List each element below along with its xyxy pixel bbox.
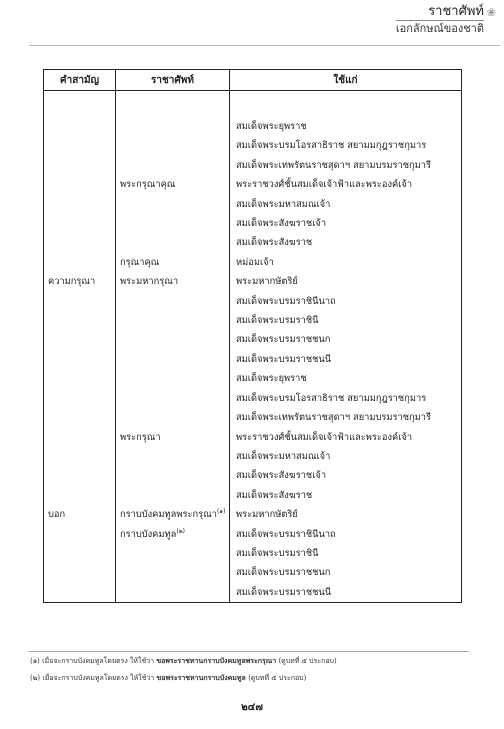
cell-common-word xyxy=(44,389,116,408)
cell-used-for: สมเด็จพระสังฆราช xyxy=(230,486,462,505)
cell-royal-word xyxy=(116,408,230,427)
header-subtitle: เอกลักษณ์ของชาติ xyxy=(395,22,484,35)
cell-common-word xyxy=(44,311,116,330)
cell-used-for: สมเด็จพระบรมราชินี xyxy=(230,311,462,330)
cell-used-for: สมเด็จพระสังฆราชเจ้า xyxy=(230,214,462,233)
footnote-divider xyxy=(29,651,469,652)
cell-royal-word xyxy=(116,583,230,603)
cell-common-word xyxy=(44,583,116,603)
cell-royal-word xyxy=(116,486,230,505)
page-number: ๒๔๗ xyxy=(241,702,263,713)
table-row xyxy=(44,214,462,233)
cell-royal-word: พระกรุณา xyxy=(116,428,230,447)
table-row xyxy=(44,466,462,485)
table-row xyxy=(44,505,462,524)
footnote-1: (๑) เมื่อจะกราบบังคมทูลโดยตรง ให้ใช้ว่า ขอพระราชทานกราบบังคมทูลพระกรุณา (ดูบทที่ ๕ ประกอบ) xyxy=(30,657,337,665)
royal-vocabulary-table xyxy=(43,69,462,603)
cell-common-word xyxy=(44,486,116,505)
cell-common-word xyxy=(44,544,116,563)
cell-royal-word xyxy=(116,350,230,369)
cell-used-for: สมเด็จพระมหาสมณเจ้า xyxy=(230,195,462,214)
column-header-common-word: คำสามัญ xyxy=(44,70,116,91)
cell-used-for: สมเด็จพระสังฆราชเจ้า xyxy=(230,466,462,485)
table-row xyxy=(44,272,462,291)
table-row xyxy=(44,311,462,330)
cell-common-word xyxy=(44,214,116,233)
table-row xyxy=(44,525,462,544)
table-row xyxy=(44,350,462,369)
cell-royal-word: กราบบังคมทูล$^{(๒)}$ xyxy=(116,525,230,544)
cell-used-for: สมเด็จพระบรมราชชนก xyxy=(230,330,462,349)
cell-royal-word: พระกรุณาคุณ xyxy=(116,175,230,194)
table-row xyxy=(44,389,462,408)
cell-common-word xyxy=(44,175,116,194)
cell-royal-word xyxy=(116,91,230,137)
cell-used-for: พระมหากษัตริย์ xyxy=(230,505,462,524)
table-row xyxy=(44,447,462,466)
cell-used-for: สมเด็จพระยุพราช xyxy=(230,369,462,388)
cell-used-for: สมเด็จพระมหาสมณเจ้า xyxy=(230,447,462,466)
footnote-marker: (๑) xyxy=(216,508,226,516)
header-emblem-icon: ❀ xyxy=(486,6,496,19)
header-title: ราชาศัพท์ xyxy=(428,4,484,19)
table-row xyxy=(44,544,462,563)
footnote-marker: (๒) xyxy=(176,527,185,535)
cell-used-for: พระราชวงศ์ชั้นสมเด็จเจ้าฟ้าและพระองค์เจ้า xyxy=(230,428,462,447)
cell-used-for: พระมหากษัตริย์ xyxy=(230,272,462,291)
cell-royal-word xyxy=(116,214,230,233)
cell-common-word xyxy=(44,350,116,369)
cell-common-word xyxy=(44,447,116,466)
cell-common-word xyxy=(44,525,116,544)
cell-royal-word: กราบบังคมทูลพระกรุณา$^{(๑)}$ xyxy=(116,505,230,524)
cell-royal-word xyxy=(116,389,230,408)
table-row xyxy=(44,369,462,388)
table-row xyxy=(44,330,462,349)
cell-royal-word xyxy=(116,156,230,175)
cell-used-for: สมเด็จพระสังฆราช xyxy=(230,233,462,252)
cell-common-word xyxy=(44,466,116,485)
cell-used-for: สมเด็จพระยุพราช xyxy=(230,91,462,137)
cell-used-for: สมเด็จพระบรมราชินี xyxy=(230,544,462,563)
table-row xyxy=(44,428,462,447)
cell-used-for: สมเด็จพระบรมโอรสาธิราช สยามมกุฎราชกุมาร xyxy=(230,136,462,155)
cell-royal-word xyxy=(116,311,230,330)
cell-common-word xyxy=(44,563,116,582)
table-row xyxy=(44,156,462,175)
cell-royal-word xyxy=(116,563,230,582)
cell-royal-word: กรุณาคุณ xyxy=(116,253,230,272)
cell-royal-word xyxy=(116,544,230,563)
footnote-2: (๒) เมื่อจะกราบบังคมทูลโดยตรง ให้ใช้ว่า ขอพระราชทานกราบบังคมทูล (ดูบทที่ ๕ ประกอบ) xyxy=(30,674,307,682)
cell-common-word xyxy=(44,91,116,137)
table-row xyxy=(44,563,462,582)
cell-common-word: ความกรุณา xyxy=(44,272,116,291)
table-row xyxy=(44,136,462,155)
cell-royal-word xyxy=(116,292,230,311)
table-row xyxy=(44,292,462,311)
cell-used-for: สมเด็จพระเทพรัตนราชสุดาฯ สยามบรมราชกุมารี xyxy=(230,156,462,175)
cell-used-for: สมเด็จพระบรมราชชนนี xyxy=(230,583,462,603)
cell-royal-word xyxy=(116,136,230,155)
table-header-row xyxy=(44,70,462,91)
cell-royal-word xyxy=(116,233,230,252)
cell-used-for: สมเด็จพระเทพรัตนราชสุดาฯ สยามบรมราชกุมารี xyxy=(230,408,462,427)
column-header-used-for: ใช้แก่ xyxy=(230,70,462,91)
table-row xyxy=(44,253,462,272)
cell-royal-word xyxy=(116,447,230,466)
cell-royal-word xyxy=(116,195,230,214)
cell-used-for: สมเด็จพระบรมโอรสาธิราช สยามมกุฎราชกุมาร xyxy=(230,389,462,408)
cell-common-word xyxy=(44,408,116,427)
page-header xyxy=(395,4,496,36)
table-row xyxy=(44,233,462,252)
header-divider xyxy=(29,45,500,46)
cell-common-word xyxy=(44,292,116,311)
cell-royal-word: พระมหากรุณา xyxy=(116,272,230,291)
cell-common-word xyxy=(44,253,116,272)
cell-used-for: สมเด็จพระบรมราชชนนี xyxy=(230,350,462,369)
cell-royal-word xyxy=(116,330,230,349)
table-row xyxy=(44,583,462,603)
cell-used-for: สมเด็จพระบรมราชินีนาถ xyxy=(230,525,462,544)
cell-common-word xyxy=(44,330,116,349)
cell-used-for: พระราชวงศ์ชั้นสมเด็จเจ้าฟ้าและพระองค์เจ้า xyxy=(230,175,462,194)
cell-common-word: บอก xyxy=(44,505,116,524)
cell-common-word xyxy=(44,428,116,447)
cell-common-word xyxy=(44,136,116,155)
cell-royal-word xyxy=(116,369,230,388)
column-header-royal-word: ราชาศัพท์ xyxy=(116,70,230,91)
table-row xyxy=(44,195,462,214)
cell-used-for: หม่อมเจ้า xyxy=(230,253,462,272)
cell-common-word xyxy=(44,369,116,388)
table-row xyxy=(44,408,462,427)
cell-used-for: สมเด็จพระบรมราชินีนาถ xyxy=(230,292,462,311)
cell-common-word xyxy=(44,156,116,175)
cell-royal-word xyxy=(116,466,230,485)
cell-common-word xyxy=(44,195,116,214)
cell-common-word xyxy=(44,233,116,252)
cell-used-for: สมเด็จพระบรมราชชนก xyxy=(230,563,462,582)
table-row xyxy=(44,486,462,505)
table-row xyxy=(44,91,462,137)
table-row xyxy=(44,175,462,194)
